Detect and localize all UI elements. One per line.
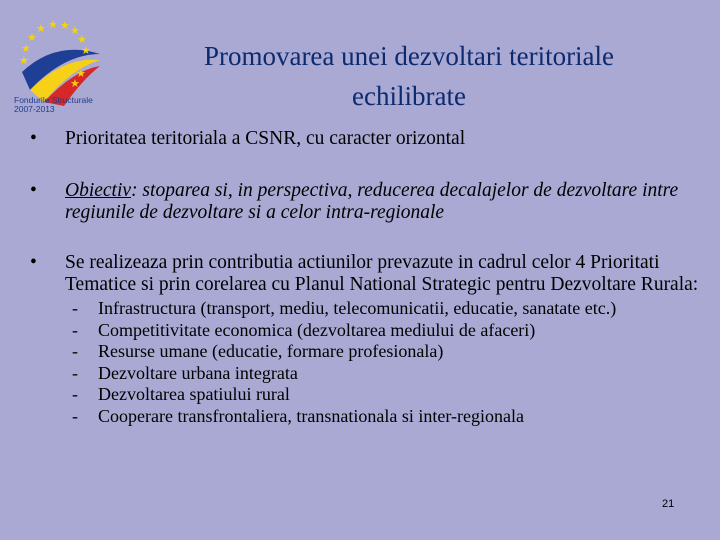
dash-icon: - [72,319,78,340]
star-icon: ★ [76,67,86,80]
slide-content [30,128,720,427]
logo-caption-name: Fondurile Structurale [14,95,93,105]
star-icon: ★ [19,54,29,67]
star-icon: ★ [21,42,31,55]
star-icon: ★ [77,33,87,46]
star-icon: ★ [70,24,80,37]
dash-icon: - [72,298,78,318]
star-icon: ★ [81,56,91,69]
star-icon: ★ [60,19,70,32]
list-item [30,384,720,406]
bullet-objective-text: : stoparea si, in perspectiva, reducerea decalajelor de dezvoltare intre regiunile de dezvoltare si a celor intra-regionale [65,180,679,223]
bullet-implementation-text: Se realizeaza prin contributia actiunilor prevazute in cadrul celor 4 Prioritati Tematice si prin corelarea cu Planul National Strategic pentru Dezvoltare Rurala: [65,252,699,295]
list-item [30,320,720,342]
star-icon: ★ [27,31,37,44]
bullet-objective [30,180,720,224]
star-icon: ★ [48,18,58,31]
title-line-1: Promovarea unei dezvoltari teritoriale [203,41,615,71]
dash-icon: - [72,341,78,361]
logo-caption [14,96,110,114]
list-item-text: Cooperare transfrontaliera, transnationala si inter-regionala [98,405,524,426]
logo-caption-years: 2007-2013 [14,104,55,114]
thematic-priorities-list [30,298,720,427]
list-item-text: Dezvoltare urbana integrata [98,362,298,383]
bullet-icon: • [30,128,37,149]
star-icon: ★ [81,44,91,57]
dash-icon: - [72,384,78,404]
bullet-icon: • [30,180,37,201]
list-item [30,363,720,385]
star-icon: ★ [70,77,80,90]
star-icon: ★ [36,22,46,35]
slide-title [118,36,700,116]
bullet-implementation [30,252,720,296]
list-item [30,406,720,428]
bullet-priority [30,128,720,150]
list-item-text: Infrastructura (transport, mediu, telecomunicatii, educatie, sanatate etc.) [98,298,617,318]
objective-label: Obiectiv [65,180,132,201]
bullet-priority-text: Prioritatea teritoriala a CSNR, cu caracter orizontal [65,128,466,149]
bullet-icon: • [30,252,37,273]
dash-icon: - [72,405,78,426]
list-item-text: Resurse umane (educatie, formare profesionala) [98,341,444,361]
list-item [30,298,720,320]
list-item-text: Competitivitate economica (dezvoltarea mediului de afaceri) [98,319,536,340]
title-line-2: echilibrate [352,81,466,111]
list-item-text: Dezvoltarea spatiului rural [98,384,290,404]
page-number: 21 [662,498,675,510]
list-item [30,341,720,363]
dash-icon: - [72,362,78,383]
